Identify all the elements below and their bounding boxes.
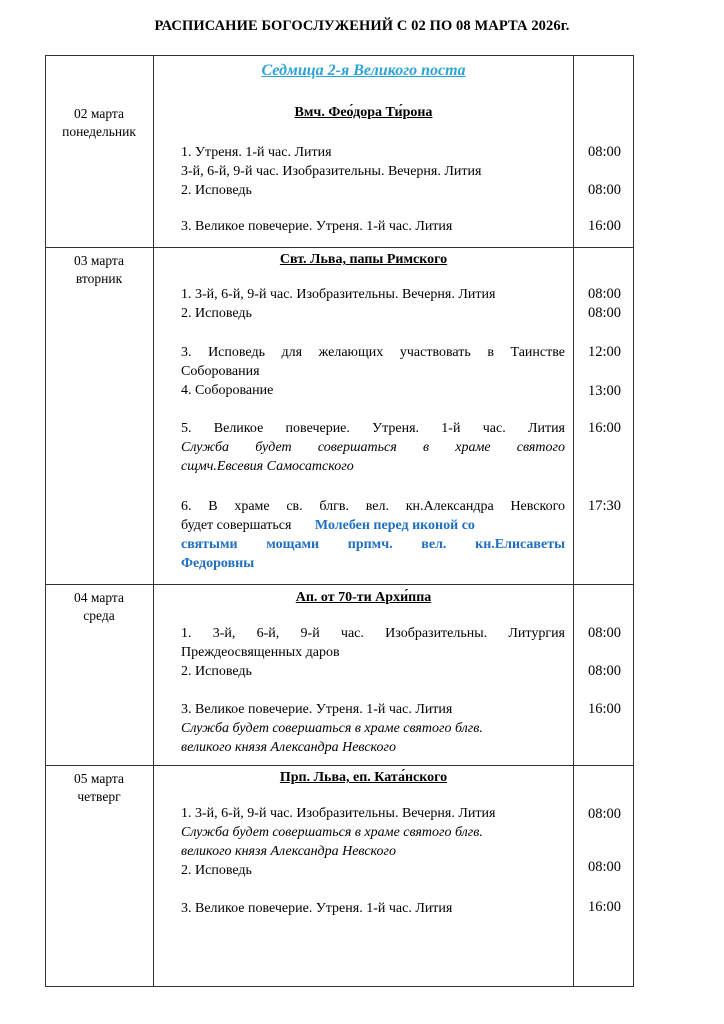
service-time: 08:00 — [587, 806, 622, 822]
date: 02 марта — [74, 106, 124, 121]
service-line-text: будет совершаться — [181, 518, 292, 533]
service-line: 2. Исповедь — [181, 664, 252, 679]
service-time: 16:00 — [587, 218, 622, 234]
schedule-table — [45, 55, 634, 987]
service-note: Служба будет совершаться в храме святого — [181, 440, 565, 455]
service-line: 4. Соборование — [181, 383, 274, 398]
saint-heading: Ап. от 70-ти Архи́ппа — [295, 590, 432, 605]
service-note: великого князя Александра Невского — [181, 740, 397, 755]
service-line: 1. 3-й, 6-й, 9-й час. Изобразительны. Вечерня. Лития — [181, 806, 496, 821]
service-time: 16:00 — [587, 701, 622, 717]
service-line — [181, 516, 475, 535]
service-time: 12:00 — [587, 344, 622, 360]
service-line: 2. Исповедь — [181, 183, 252, 198]
service-time: 08:00 — [587, 286, 622, 302]
service-line: 3. Великое повечерие. Утреня. 1-й час. Лития — [181, 219, 453, 234]
service-time: 16:00 — [587, 420, 622, 436]
service-time: 08:00 — [587, 144, 622, 160]
saint-heading: Вмч. Фео́дора Ти́рона — [294, 105, 433, 120]
service-line: 2. Исповедь — [181, 306, 252, 321]
date: 05 марта — [74, 771, 124, 786]
service-line: 1. 3-й, 6-й, 9-й час. Изобразительны. Вечерня. Лития — [181, 287, 496, 302]
date: 03 марта — [74, 253, 124, 268]
service-line: 5. Великое повечерие. Утреня. 1-й час. Лития — [181, 421, 565, 436]
service-time: 08:00 — [587, 625, 622, 641]
row-divider — [45, 247, 634, 248]
service-time: 08:00 — [587, 663, 622, 679]
weekday: среда — [83, 608, 115, 623]
weekday: четверг — [77, 789, 121, 804]
table-border-bottom — [45, 986, 634, 987]
service-line: Соборования — [181, 364, 260, 379]
service-line: 1. 3-й, 6-й, 9-й час. Изобразительны. Литургия — [181, 626, 565, 641]
saint-heading: Свт. Льва, папы Римского — [279, 252, 448, 267]
service-time: 08:00 — [587, 859, 622, 875]
service-line: 3. Великое повечерие. Утреня. 1-й час. Лития — [181, 901, 453, 916]
service-line: 3-й, 6-й, 9-й час. Изобразительны. Вечерня. Лития — [181, 164, 482, 179]
service-note: сщмч.Евсевия Самосатского — [181, 459, 354, 474]
service-time: 17:30 — [587, 498, 622, 514]
date: 04 марта — [74, 590, 124, 605]
column-divider — [573, 55, 574, 987]
service-time: 08:00 — [587, 182, 622, 198]
service-line: Преждеосвященных даров — [181, 645, 340, 660]
service-note: Служба будет совершаться в храме святого блгв. — [181, 721, 483, 736]
service-highlight: Молебен перед иконой со — [314, 518, 475, 533]
service-time: 13:00 — [587, 383, 622, 399]
weekday: вторник — [75, 271, 123, 286]
week-heading: Седмица 2-я Великого поста — [261, 62, 466, 79]
service-line: 1. Утреня. 1-й час. Лития — [181, 145, 332, 160]
table-border-top — [45, 55, 634, 56]
table-border-left — [45, 55, 46, 987]
service-highlight: Федоровны — [181, 556, 255, 571]
weekday: понедельник — [62, 124, 136, 139]
service-line: 3. Великое повечерие. Утреня. 1-й час. Лития — [181, 702, 453, 717]
service-note: великого князя Александра Невского — [181, 844, 397, 859]
service-line: 3. Исповедь для желающих участвовать в Таинстве — [181, 345, 565, 360]
row-divider — [45, 584, 634, 585]
column-divider — [153, 55, 154, 987]
service-line: 2. Исповедь — [181, 863, 252, 878]
service-time: 16:00 — [587, 899, 622, 915]
saint-heading: Прп. Льва, еп. Ката́нского — [279, 770, 448, 785]
row-divider — [45, 765, 634, 766]
service-line: 6. В храме св. блгв. вел. кн.Александра Невского — [181, 499, 565, 514]
service-time: 08:00 — [587, 305, 622, 321]
page-title: РАСПИСАНИЕ БОГОСЛУЖЕНИЙ С 02 ПО 08 МАРТА 2026г. — [154, 18, 570, 34]
service-note: Служба будет совершаться в храме святого блгв. — [181, 825, 483, 840]
service-highlight: святыми мощами прпмч. вел. кн.Елисаветы — [181, 537, 565, 552]
